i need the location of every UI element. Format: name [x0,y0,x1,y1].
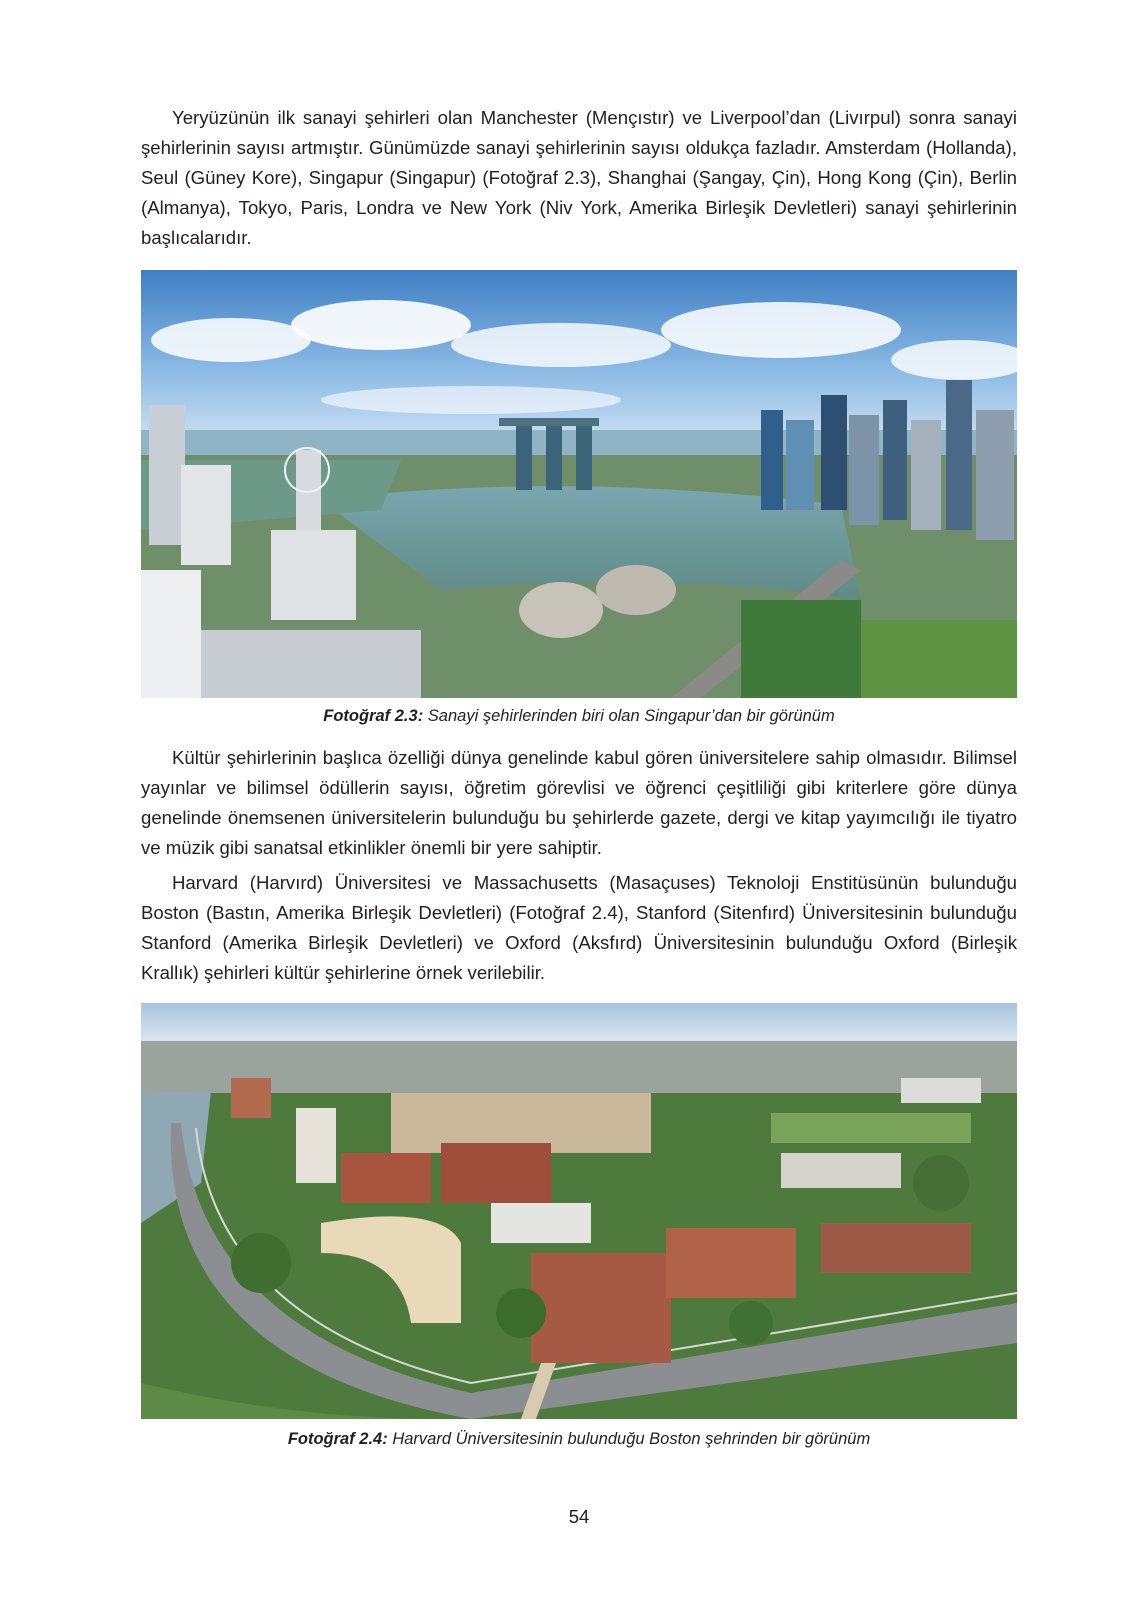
caption-photo-2-3 [141,705,1017,727]
caption-label: Fotoğraf 2.4: [287,1430,388,1448]
page-number: 54 [568,1506,590,1527]
caption-text: Harvard Üniversitesinin bulunduğu Boston şehrinden bir görünüm [392,1430,871,1448]
photo-boston [141,1003,1017,1419]
caption-label: Fotoğraf 2.3: [323,707,424,725]
boston-aerial-illustration [141,1003,1017,1419]
singapore-skyline-illustration [141,270,1017,698]
caption-photo-2-4 [141,1428,1017,1450]
paragraph-cultural-cities: Kültür şehirlerinin başlıca özelliği dünya genelinde kabul gören üniversitelere sahip olmasıdır. Bilimsel yayınlar ve bilimsel ödüllerin sayısı, öğretim görevlisi ve öğrenci çeşitliliği gibi kriterlere göre dünya genelinde önemsenen üniversitelerin bulunduğu bu şehirlerde gazete, dergi ve kitap yayımcılığı ile tiyatro ve müzik gibi sanatsal etkinlikler önemli bir yere sahiptir. [141,747,1017,858]
caption-text: Sanayi şehirlerinden biri olan Singapur’dan bir görünüm [427,707,835,725]
paragraph-university-cities: Harvard (Harvırd) Üniversitesi ve Massachusetts (Masaçuses) Teknoloji Enstitüsünün bulunduğu Boston (Bastın, Amerika Birleşik Devletleri) (Fotoğraf 2.4), Stanford (Sitenfırd) Üniversitesinin bulunduğu Stanford (Amerika Birleşik Devletleri) ve Oxford (Aksfırd) Üniversitesinin bulunduğu Oxford (Birleşik Krallık) şehirleri kültür şehirlerine örnek verilebilir. [141,872,1017,983]
photo-singapore [141,270,1017,698]
paragraph-industrial-cities: Yeryüzünün ilk sanayi şehirleri olan Manchester (Mençıstır) ve Liverpool’dan (Livırpul) sonra sanayi şehirlerinin sayısı artmıştır. Günümüzde sanayi şehirlerinin sayısı oldukça fazladır. Amsterdam (Hollanda), Seul (Güney Kore), Singapur (Singapur) (Fotoğraf 2.3), Shanghai (Şangay, Çin), Hong Kong (Çin), Berlin (Almanya), Tokyo, Paris, Londra ve New York (Niv York, Amerika Birleşik Devletleri) sanayi şehirlerinin başlıcalarıdır. [141,107,1017,248]
